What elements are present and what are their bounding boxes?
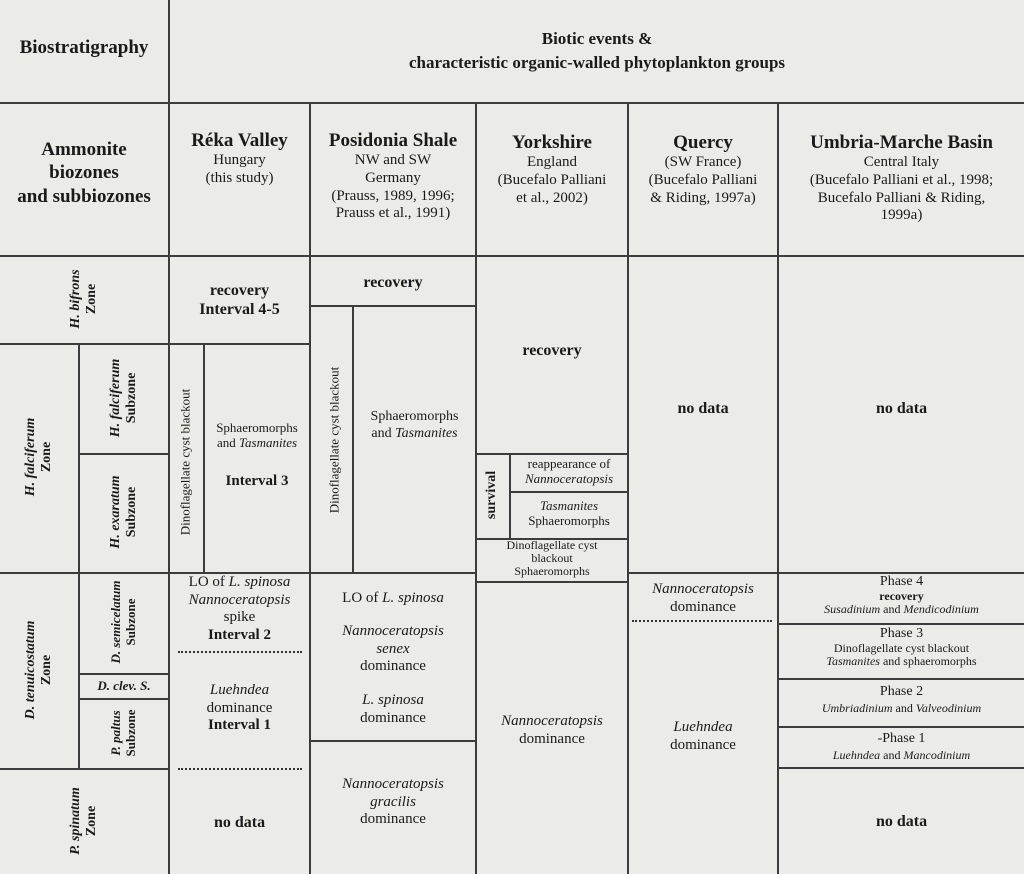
label: recovery (879, 588, 924, 603)
taxon: Tasmanites (395, 425, 458, 441)
taxon: Nannoceratopsis (524, 471, 614, 487)
taxon: Mendicodinium (903, 602, 979, 617)
label: blackout (531, 551, 573, 566)
dotted-boundary (178, 651, 302, 653)
label: dominance (360, 811, 426, 828)
site-header-quercy (629, 132, 777, 207)
zone-rank: Zone (39, 441, 54, 473)
posidonia-sph-line-2 (354, 426, 475, 443)
text: and (371, 425, 396, 441)
reka-recovery-label: recovery (209, 282, 270, 299)
biotic-events-heading (170, 29, 1024, 73)
phase-title: Phase 3 (879, 626, 924, 641)
phase-title: Phase 2 (879, 684, 924, 699)
taxon: Tasmanites (826, 654, 880, 669)
label: Sphaeromorphs (514, 564, 590, 579)
rule (309, 740, 475, 742)
taxon: L. spinosa (382, 590, 444, 606)
reka-recovery (170, 282, 309, 320)
rule (203, 343, 205, 572)
ammonite-heading (0, 138, 168, 208)
label: dominance (519, 730, 585, 747)
site-line: (this study) (205, 170, 274, 187)
rule (309, 305, 475, 307)
rule (627, 102, 629, 874)
rule (627, 572, 777, 574)
biostratigraphy-heading: Biostratigraphy (19, 37, 149, 58)
rule (509, 491, 627, 493)
yorkshire-survival: survival (483, 470, 499, 520)
site-name: Quercy (673, 132, 733, 153)
text: LO of (188, 574, 229, 590)
ammonite-line-1: Ammonite (41, 139, 127, 160)
umbria-phase-3 (779, 626, 1024, 669)
reka-luehndea (170, 682, 309, 735)
site-line: 1999a) (880, 207, 923, 224)
reka-dominance: dominance (206, 699, 273, 716)
zone-rank: Subzone (124, 372, 139, 424)
site-header-yorkshire (477, 132, 627, 207)
subzone-falciferum (108, 359, 140, 438)
zone-name: P. paltus (108, 710, 124, 756)
site-line: (Prauss, 1989, 1996; (331, 187, 455, 204)
reka-lo-line (170, 574, 309, 592)
rule (78, 673, 170, 675)
site-line: Central Italy (863, 154, 940, 171)
site-line: Prauss et al., 1991) (335, 205, 451, 222)
umbria-no-data: no data (875, 400, 928, 417)
text: LO of (342, 590, 383, 606)
label: dominance (670, 736, 736, 753)
text: and (216, 435, 239, 451)
quercy-no-data: no data (677, 400, 729, 417)
taxon: Luehndea (832, 747, 881, 762)
taxon: Umbriadinium (821, 700, 893, 715)
taxa (779, 603, 1024, 616)
site-line: NW and SW (354, 152, 432, 169)
site-line: & Riding, 1997a) (650, 189, 756, 206)
label: Dinoflagellate cyst (506, 538, 598, 552)
subzone-clev: D. clev. S. (97, 678, 151, 693)
taxon: Tasmanites (539, 498, 599, 513)
rule (78, 453, 170, 455)
posidonia-senex-dominance (311, 623, 475, 676)
label: Sphaeromorphs (528, 513, 610, 529)
rule (78, 698, 170, 700)
rule (777, 726, 1024, 728)
reka-interval-3: Interval 3 (225, 473, 289, 489)
zone-name: D. semicelatum (108, 580, 124, 664)
rule (475, 453, 627, 455)
site-line: Germany (365, 170, 421, 187)
taxon: L. spinosa (228, 574, 291, 590)
rule (777, 767, 1024, 769)
site-header-posidonia (311, 130, 475, 223)
reka-sph-line-1: Sphaeromorphs (216, 420, 298, 435)
posidonia-spinosa-dominance (311, 692, 475, 727)
quercy-luehndea-dominance (629, 719, 777, 754)
yorkshire-reappearance (511, 456, 627, 487)
posidonia-sph-line-1: Sphaeromorphs (370, 409, 459, 424)
rule (168, 343, 309, 345)
reka-sphaeromorphs (205, 420, 309, 451)
zone-bifrons (68, 269, 100, 328)
site-line: Bucefalo Palliani & Riding, (817, 189, 986, 206)
site-line: (Bucefalo Palliani et al., 1998; (809, 172, 994, 189)
zone-name: H. bifrons (67, 269, 83, 329)
zone-rank: Subzone (123, 709, 138, 757)
zone-rank: Zone (39, 654, 54, 686)
reka-interval-1: Interval 1 (208, 717, 271, 734)
umbria-phase-1 (779, 731, 1024, 762)
rule (475, 102, 477, 874)
reka-spike: spike (223, 609, 256, 626)
ammonite-line-3: and subbiozones (17, 185, 151, 207)
site-name: Réka Valley (191, 130, 288, 151)
dotted-boundary (178, 768, 302, 770)
taxon: Nannoceratopsis (501, 713, 603, 729)
zone-name: P. spinatum (67, 787, 83, 855)
label: dominance (360, 709, 426, 726)
yorkshire-tasmanites (511, 498, 627, 529)
taxon: Tasmanites (238, 435, 298, 451)
label: dominance (670, 598, 736, 615)
text: and (880, 602, 904, 617)
site-line: Hungary (213, 152, 266, 169)
text: and (880, 747, 904, 762)
text: and (892, 700, 916, 715)
reka-blackout: Dinoflagellate cyst blackout (177, 388, 193, 536)
rule (0, 343, 170, 345)
taxon: Mancodinium (903, 747, 971, 762)
taxon: gracilis (370, 793, 416, 810)
rule (78, 343, 80, 768)
taxa (779, 701, 1024, 715)
reka-nanno: Nannoceratopsis (188, 591, 291, 608)
taxa (779, 748, 1024, 762)
zone-rank: Subzone (123, 598, 138, 646)
subzone-exaratum (108, 475, 140, 548)
reka-sph-line-2 (205, 435, 309, 450)
reka-interval-2: Interval 2 (208, 627, 271, 644)
zone-name: D. tenuicostatum (22, 620, 38, 720)
taxon: Nannoceratopsis (652, 581, 754, 597)
label: Dinoflagellate cyst blackout (833, 640, 970, 655)
site-line: England (527, 154, 577, 171)
biotic-events-line-2: characteristic organic-walled phytoplankton groups (408, 53, 786, 73)
taxon: Susadinium (824, 602, 881, 617)
taxon: Nannoceratopsis (342, 623, 444, 639)
umbria-phase-2 (779, 684, 1024, 715)
site-line: (Bucefalo Palliani (497, 172, 607, 189)
subzone-semicelatum (109, 580, 139, 663)
taxon: Luehndea (673, 719, 733, 735)
biotic-events-line-1: Biotic events & (541, 29, 653, 48)
zone-rank: Zone (84, 283, 99, 315)
taxon: senex (376, 640, 410, 657)
taxon: Nannoceratopsis (342, 776, 444, 792)
posidonia-lo-spinosa (311, 590, 475, 608)
zone-name: H. falciferum (107, 358, 123, 438)
taxon: L. spinosa (362, 692, 424, 708)
posidonia-blackout: Dinoflagellate cyst blackout (326, 366, 342, 514)
reka-interval-4-5: Interval 4-5 (199, 300, 280, 318)
site-name: Posidonia Shale (328, 130, 458, 151)
zone-rank: Subzone (124, 486, 139, 538)
site-line: et al., 2002) (516, 189, 588, 206)
site-line: (Bucefalo Palliani (648, 172, 758, 189)
umbria-no-data-bottom: no data (875, 813, 928, 830)
phase-title: Phase 4 (879, 574, 924, 589)
site-line: (SW France) (664, 154, 742, 171)
quercy-nanno-dominance (629, 581, 777, 616)
subzone-paltus (109, 710, 139, 757)
zone-spinatum (68, 787, 100, 854)
site-header-umbria (779, 132, 1024, 225)
rule (0, 255, 1024, 257)
zone-rank: Zone (84, 805, 99, 837)
site-header-reka (170, 130, 309, 188)
posidonia-recovery: recovery (363, 274, 423, 291)
umbria-phase-4 (779, 574, 1024, 617)
dotted-boundary (632, 620, 772, 622)
label: dominance (360, 658, 426, 675)
yorkshire-recovery: recovery (522, 342, 582, 359)
label: reappearance of (527, 456, 611, 471)
rule (0, 768, 170, 770)
ammonite-line-2: biozones (49, 162, 119, 184)
taxon: Valveodinium (915, 700, 982, 715)
yorkshire-blackout (477, 539, 627, 579)
rule (777, 678, 1024, 680)
taxa (779, 655, 1024, 668)
zone-falciferum (23, 418, 55, 497)
zone-tenuicostatum (23, 621, 55, 720)
yorkshire-nanno-dominance (477, 713, 627, 748)
rule (0, 102, 1024, 104)
rule (475, 581, 627, 583)
zone-name: H. exaratum (107, 475, 123, 549)
posidonia-sphaeromorphs (354, 409, 475, 442)
posidonia-gracilis-dominance (311, 776, 475, 829)
text: and sphaeromorphs (879, 654, 977, 669)
zone-name: H. falciferum (22, 417, 38, 497)
phase-title: -Phase 1 (877, 731, 926, 746)
reka-lo-spinosa (170, 574, 309, 645)
site-name: Umbria-Marche Basin (810, 132, 993, 153)
reka-luehndea-name: Luehndea (209, 682, 270, 698)
rule (777, 623, 1024, 625)
reka-no-data: no data (213, 814, 266, 831)
site-name: Yorkshire (512, 132, 592, 153)
